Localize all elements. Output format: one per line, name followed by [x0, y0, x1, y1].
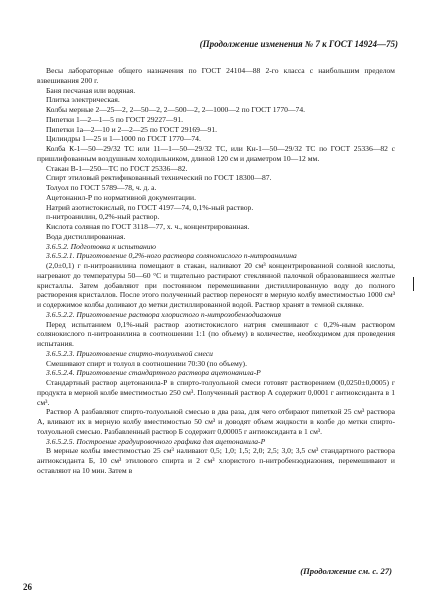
section-heading: 3.6.5.2.5. Построение градуировочного графика для ацетонанила-Р: [46, 436, 266, 446]
paragraph: Стандартный раствор ацетонанила-Р в спирто-толуольной смеси готовят растворением (0,0250±0,0005) г продукта в мерной колбе вместимостью 250 см³. Полученный раствор А содержит 0,0001 г антиоксиданта в 1 см³.: [37, 378, 395, 407]
paragraph: Баня песчаная или водяная.: [46, 85, 136, 95]
paragraph: Смешивают спирт и толуол в соотношении 70:30 (по объему).: [46, 358, 247, 368]
paragraph: Натрий азотистокислый, по ГОСТ 4197—74, 0,1%-ный раствор.: [46, 202, 254, 212]
section-heading: 3.6.5.2.3. Приготовление спирто-толуольной смеси: [46, 348, 213, 358]
paragraph: Пипетки 1—2—1—5 по ГОСТ 29227—91.: [46, 114, 184, 124]
page-footer: (Продолжение см. с. 27): [300, 566, 392, 576]
paragraph: Цилиндры 1—25 и 1—1000 по ГОСТ 1770—74.: [46, 134, 201, 144]
paragraph: Пипетки 1а—2—10 и 2—2—25 по ГОСТ 29169—91.: [46, 124, 218, 134]
paragraph: Вода дистиллированная.: [46, 231, 126, 241]
paragraph: В мерные колбы вместимостью 25 см³ наливают 0,5; 1,0; 1,5; 2,0; 2,5; 3,0; 3,5 см³ стандартного раствора антиоксиданта Б, 10 см³ этилового спирта и 2 см³ хлористого п-нитробензодиазония, перемешивают и оставляют на 10 мин. Затем в: [37, 446, 395, 475]
paragraph: Перед испытанием 0,1%-ный раствор азотистокислого натрия смешивают с 0,2%-ным раствором солянокислого п-нитроанилина в соотношении 1:1 (по объему) в количестве, необходимом для проведения испытания.: [37, 319, 395, 348]
paragraph: Стакан В-1—250—ТС по ГОСТ 25336—82.: [46, 163, 188, 173]
page-header: (Продолжение изменения № 7 к ГОСТ 14924—75): [199, 39, 398, 49]
paragraph: Толуол по ГОСТ 5789—78, ч. д. а.: [46, 183, 157, 192]
paragraph: Колбы мерные 2—25—2, 2—50—2, 2—500—2, 2—1000—2 по ГОСТ 1770—74.: [46, 105, 306, 114]
page-number: 26: [23, 582, 32, 592]
paragraph: Кислота соляная по ГОСТ 3118—77, х. ч., концентрированная.: [46, 222, 250, 231]
section-heading: 3.6.5.2.2. Приготовление раствора хлористого п-нитрозобензодиазония: [46, 309, 282, 319]
paragraph: Ацетонанил-Р по нормативной документации.: [46, 192, 197, 202]
paragraph: Весы лабораторные общего назначения по ГОСТ 24104—88 2-го класса с наибольшим пределом взвешивания 200 г.: [37, 66, 395, 85]
paragraph: Плитка электрическая.: [46, 95, 120, 105]
paragraph: (2,0±0,1) г п-нитроанилина помещают в стакан, наливают 20 см³ концентрированной соляной кислоты, нагревают до температуры 50—60 °С и тщательно растирают стеклянной палочкой образовавшиеся желтые кристаллы. Затем добавляют при постоянном перемешивании дистиллированную воду до полного растворения кристаллов. После этого полученный раствор переносят в мерную колбу вместимостью 1000 см³ и содержимое колбы доливают до метки дистиллированной водой. Раствор хранят в темной склянке.: [37, 261, 395, 309]
section-heading: 3.6.5.2.1. Приготовление 0,2%-ного раствора солянокислого п-нитроанилина: [46, 251, 297, 261]
section-heading: 3.6.5.2. Подготовка к испытанию: [46, 241, 156, 251]
paragraph: Раствор А разбавляют спирто-толуольной смесью в два раза, для чего отбирают пипеткой 25 см³ раствора А, вливают их в мерную колбу вместимостью 50 см³ и доводят объем жидкости в колбе до метки спирто-толуольной смесью. Разбавленный раствор Б содержит 0,00005 г антиоксиданта в 1 см³.: [37, 407, 395, 436]
paragraph: Колба К-1—50—29/32 ТС или 11—1—50—29/32 ТС, или Кн-1—50—29/32 ТС по ГОСТ 25336—82 с пришлифованным воздушным холодильником, длиной 120 см и диаметром 10—12 мм.: [37, 144, 395, 163]
margin-change-mark: [413, 277, 414, 291]
body-text: [37, 66, 395, 476]
section-heading: 3.6.5.2.4. Приготовление стандартного раствора ацетонанила-Р: [46, 368, 261, 378]
paragraph: п-нитроанилин, 0,2%-ный раствор.: [46, 212, 160, 222]
paragraph: Спирт этиловый ректификованный технический по ГОСТ 18300—87.: [46, 173, 272, 183]
